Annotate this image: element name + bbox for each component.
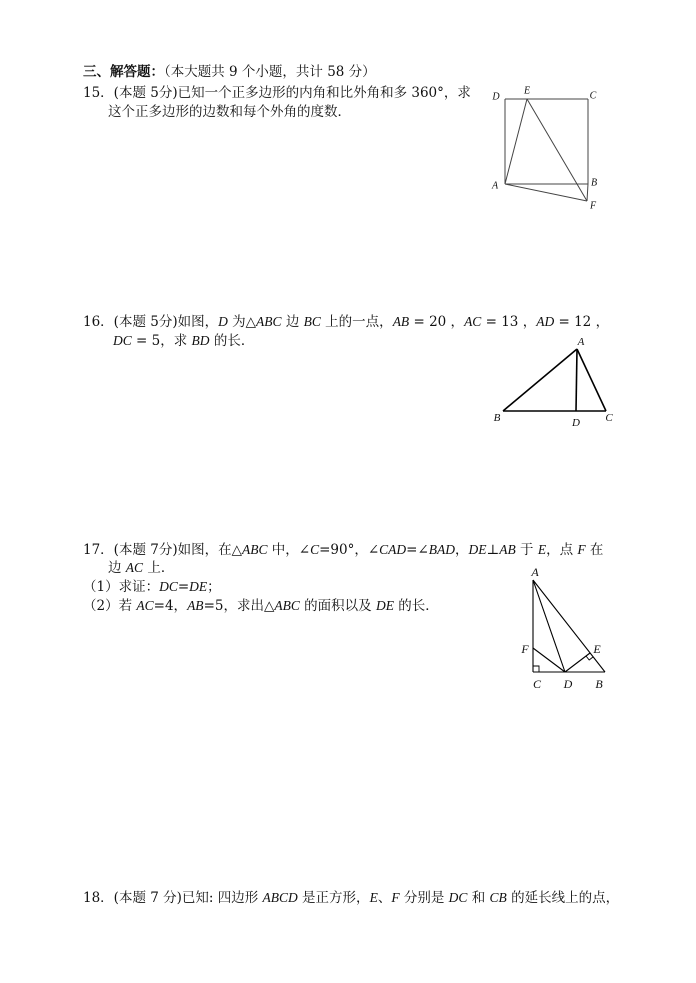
point-label: D — [572, 417, 580, 429]
point-label: B — [595, 677, 603, 691]
segment-EF — [527, 99, 587, 201]
math-variable: AB — [499, 542, 516, 557]
math-variable: DC — [448, 890, 468, 905]
text-run: 和 — [467, 890, 490, 906]
math-variable: CB — [489, 890, 507, 905]
text-run: 上的一点， — [320, 314, 393, 330]
text-run: （1）求证： — [83, 579, 160, 595]
segment-AD — [576, 349, 577, 411]
text-run: （本大题共 9 个小题，共计 58 分） — [164, 64, 376, 80]
text-run: 17．(本题 7分)如图，在△ — [83, 542, 242, 558]
math-variable: AC — [136, 598, 154, 613]
segment-AB — [533, 580, 605, 672]
point-label: A — [531, 565, 539, 579]
math-variable: ABC — [241, 542, 268, 557]
text-run: = 5，求 — [131, 333, 192, 349]
segment-BF — [587, 184, 588, 201]
point-label: B — [493, 412, 501, 424]
text-run: = 12 ， — [554, 314, 610, 330]
point-label: F — [521, 642, 529, 656]
text-run: 16．(本题 5分)如图， — [83, 314, 219, 330]
problem-17-figure — [515, 560, 610, 693]
math-variable: AC — [464, 314, 482, 329]
problem-16-line-2 — [113, 332, 254, 350]
math-variable: AD — [536, 314, 555, 329]
text-run: 的长． — [209, 333, 255, 349]
math-variable: E — [537, 542, 547, 557]
text-run: 15．(本题 5分)已知一个正多边形的内角和比外角和多 360°，求 — [83, 85, 471, 101]
text-run: = 20 ， — [409, 314, 465, 330]
text-run: 是正方形， — [297, 890, 370, 906]
problem-15-line-2 — [108, 103, 351, 121]
math-variable: ABC — [256, 314, 282, 329]
point-label: C — [532, 677, 542, 691]
right-angle-mark-E — [586, 656, 593, 660]
text-run: 、 — [377, 890, 392, 906]
text-run: 18．(本题 7 分)已知: 四边形 — [83, 890, 263, 906]
segment-DE — [565, 653, 590, 672]
text-run: 边 — [281, 314, 304, 330]
math-variable: F — [391, 890, 400, 905]
math-variable: CAD — [379, 542, 407, 557]
segment-AB — [503, 349, 577, 411]
math-variable: C — [310, 542, 320, 557]
point-label: C — [589, 90, 597, 102]
math-variable: DE — [189, 579, 208, 594]
text-run: ，点 — [546, 542, 578, 558]
segment-FD — [533, 648, 565, 672]
text-run: 的面积以及 — [299, 598, 376, 614]
math-variable: ABC — [274, 598, 300, 613]
math-variable: DE — [468, 542, 487, 557]
math-variable: AB — [187, 598, 204, 613]
segment-AD — [533, 580, 565, 672]
text-run: = 13 ， — [481, 314, 537, 330]
problem-15-line-1 — [83, 84, 471, 102]
point-label: F — [589, 200, 597, 212]
text-run: （2）若 — [83, 598, 137, 614]
math-variable: BC — [303, 314, 321, 329]
math-variable: DC — [159, 579, 178, 594]
segment-AF — [505, 184, 587, 201]
problem-17-part-2 — [83, 597, 439, 615]
segment-AE — [505, 99, 527, 184]
point-label: C — [605, 412, 613, 424]
math-variable: AB — [392, 314, 410, 329]
math-variable: F — [577, 542, 586, 557]
problem-16-figure — [490, 335, 615, 430]
math-variable: D — [218, 314, 228, 329]
text-run: ； — [207, 579, 221, 595]
right-angle-mark-C — [533, 666, 539, 672]
text-run: 于 — [515, 542, 538, 558]
point-label: D — [492, 91, 500, 103]
text-run: =90°，∠ — [319, 542, 380, 558]
text-run: =4， — [153, 598, 188, 614]
text-run: 这个正多边形的边数和每个外角的度数． — [108, 104, 351, 120]
text-run: =5，求出△ — [203, 598, 275, 614]
point-label: E — [593, 642, 601, 656]
point-label: A — [491, 180, 499, 192]
point-label: B — [590, 177, 598, 189]
text-run: 上． — [143, 560, 175, 576]
problem-17-line-2 — [108, 559, 174, 577]
text-run: =∠ — [406, 542, 429, 558]
math-variable: DE — [375, 598, 394, 613]
text-run: 的延长线上的点， — [506, 890, 620, 906]
text-run: 在 — [585, 542, 604, 558]
math-variable: E — [369, 890, 378, 905]
text-run: 分别是 — [399, 890, 449, 906]
problem-15-figure — [485, 84, 605, 214]
text-run: ⊥ — [486, 542, 500, 558]
math-variable: BAD — [428, 542, 456, 557]
text-run: ， — [455, 542, 469, 558]
text-run: 为△ — [227, 314, 257, 330]
math-variable: DC — [113, 333, 132, 348]
problem-16-line-1 — [83, 313, 609, 331]
text-run: 的长． — [393, 598, 439, 614]
math-variable: AC — [125, 560, 144, 575]
math-variable: ABCD — [262, 890, 298, 905]
problem-18-line-1 — [83, 889, 619, 907]
segment-CA — [577, 349, 606, 411]
problem-17-part-1 — [83, 578, 221, 596]
point-label: D — [563, 677, 573, 691]
point-label: A — [577, 336, 585, 348]
point-label: E — [523, 85, 531, 97]
text-run: 边 — [108, 560, 126, 576]
bold-text: 三、解答题： — [83, 64, 164, 80]
text-run: = — [177, 579, 190, 595]
section-header — [83, 63, 376, 81]
text-run: 中，∠ — [267, 542, 311, 558]
problem-17-line-1 — [83, 541, 603, 559]
math-variable: BD — [191, 333, 210, 348]
